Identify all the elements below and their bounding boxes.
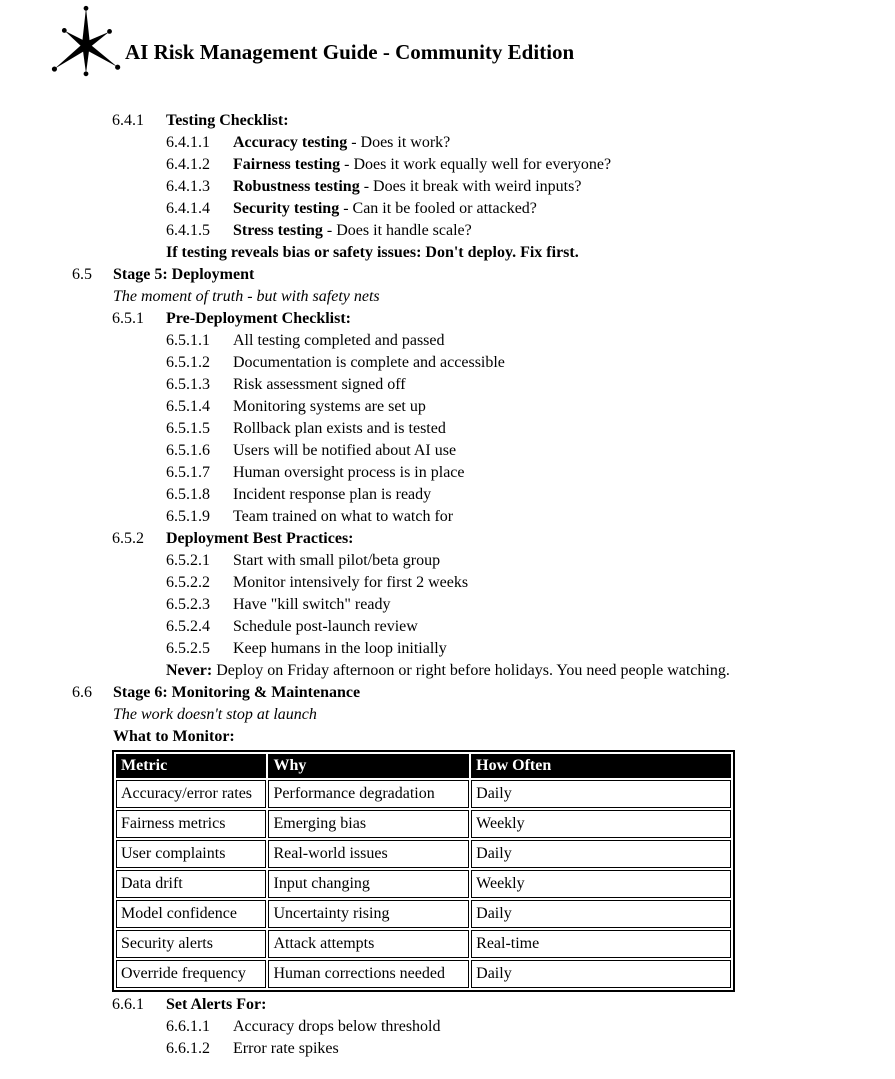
table-row [116, 930, 731, 958]
item-number: 6.4.1.1 [166, 134, 210, 151]
item-text: Deployment Best Practices: [166, 530, 354, 547]
item-text: Monitoring systems are set up [233, 398, 426, 415]
table-header-row [116, 754, 731, 778]
outline-item [0, 154, 895, 176]
outline-item [0, 418, 895, 440]
table-cell: Daily [471, 840, 731, 868]
item-number: 6.4.1.5 [166, 222, 210, 239]
outline-item [0, 440, 895, 462]
table-row [116, 780, 731, 808]
item-number: 6.5.1.7 [166, 464, 210, 481]
table-cell: Daily [471, 780, 731, 808]
item-text: Stress testing - Does it handle scale? [233, 222, 472, 239]
item-number: 6.4.1.2 [166, 156, 210, 173]
item-text: Team trained on what to watch for [233, 508, 454, 525]
item-text: Schedule post-launch review [233, 618, 418, 635]
item-number: 6.5.1.4 [166, 398, 210, 415]
table-cell: Uncertainty rising [268, 900, 469, 928]
item-text: Pre-Deployment Checklist: [166, 310, 351, 327]
item-number: 6.5 [72, 266, 92, 283]
item-text: Accuracy testing - Does it work? [233, 134, 451, 151]
item-text: The moment of truth - but with safety nets [113, 288, 380, 305]
outline-item [0, 616, 895, 638]
item-text: Rollback plan exists and is tested [233, 420, 446, 437]
item-text: All testing completed and passed [233, 332, 445, 349]
item-text: Stage 6: Monitoring & Maintenance [113, 684, 361, 701]
table-cell: Weekly [471, 810, 731, 838]
item-number: 6.4.1 [112, 112, 144, 129]
item-number: 6.5.1.8 [166, 486, 210, 503]
monitoring-table [112, 750, 735, 992]
outline-item [0, 352, 895, 374]
item-number: 6.5.2.2 [166, 574, 210, 591]
item-text: Never: Deploy on Friday afternoon or right before holidays. You need people watching. [166, 662, 730, 679]
item-number: 6.5.1.9 [166, 508, 210, 525]
item-text: Testing Checklist: [166, 112, 289, 129]
column-header: Metric [116, 754, 266, 778]
outline-item [0, 638, 895, 660]
note-line [0, 286, 895, 308]
table-cell: Attack attempts [268, 930, 469, 958]
outline-item [0, 176, 895, 198]
item-text: Users will be notified about AI use [233, 442, 457, 459]
note-line [0, 660, 895, 682]
outline-item [0, 484, 895, 506]
outline-item [0, 264, 895, 286]
outline-item [0, 396, 895, 418]
item-text: Risk assessment signed off [233, 376, 406, 393]
outline-item [0, 220, 895, 242]
outline-item [0, 1038, 895, 1060]
note-line [0, 242, 895, 264]
outline-item [0, 506, 895, 528]
item-number: 6.4.1.4 [166, 200, 210, 217]
item-number: 6.5.1.1 [166, 332, 210, 349]
outline-item [0, 330, 895, 352]
item-text: Have "kill switch" ready [233, 596, 391, 613]
column-header: Why [268, 754, 469, 778]
item-number: 6.6 [72, 684, 92, 701]
table-cell: User complaints [116, 840, 266, 868]
item-text: Error rate spikes [233, 1040, 339, 1057]
item-number: 6.5.1 [112, 310, 144, 327]
item-text: Start with small pilot/beta group [233, 552, 441, 569]
item-number: 6.6.1.1 [166, 1018, 210, 1035]
table-cell: Override frequency [116, 960, 266, 988]
table-cell: Weekly [471, 870, 731, 898]
outline-item [0, 682, 895, 704]
item-text: Accuracy drops below threshold [233, 1018, 441, 1035]
table-cell: Security alerts [116, 930, 266, 958]
outline-item [0, 1016, 895, 1038]
item-text: Human oversight process is in place [233, 464, 465, 481]
table-row [116, 900, 731, 928]
note-line [0, 704, 895, 726]
item-number: 6.5.2.4 [166, 618, 210, 635]
outline-item [0, 132, 895, 154]
item-number: 6.5.1.3 [166, 376, 210, 393]
item-text: Documentation is complete and accessible [233, 354, 505, 371]
document-header [0, 0, 895, 80]
outline-item [0, 110, 895, 132]
table-cell: Performance degradation [268, 780, 469, 808]
outline-item [0, 594, 895, 616]
column-header: How Often [471, 754, 731, 778]
item-number: 6.6.1 [112, 996, 144, 1013]
table-cell: Daily [471, 900, 731, 928]
table-row [116, 810, 731, 838]
table-cell: Model confidence [116, 900, 266, 928]
table-cell: Accuracy/error rates [116, 780, 266, 808]
item-text: Security testing - Can it be fooled or attacked? [233, 200, 537, 217]
table-cell: Real-world issues [268, 840, 469, 868]
item-text: Set Alerts For: [166, 996, 267, 1013]
table-cell: Daily [471, 960, 731, 988]
table-row [116, 870, 731, 898]
outline-item [0, 994, 895, 1016]
item-number: 6.4.1.3 [166, 178, 210, 195]
item-number: 6.5.1.2 [166, 354, 210, 371]
item-number: 6.5.2.1 [166, 552, 210, 569]
item-text: Monitor intensively for first 2 weeks [233, 574, 469, 591]
outline-item [0, 308, 895, 330]
table-cell: Data drift [116, 870, 266, 898]
document-body [0, 80, 895, 1060]
item-number: 6.5.1.6 [166, 442, 210, 459]
item-text: Robustness testing - Does it break with weird inputs? [233, 178, 582, 195]
document-title: AI Risk Management Guide - Community Edition [125, 40, 575, 64]
item-text: What to Monitor: [113, 728, 235, 745]
item-text: Stage 5: Deployment [113, 266, 255, 283]
item-text: Keep humans in the loop initially [233, 640, 447, 657]
item-text: The work doesn't stop at launch [113, 706, 317, 723]
item-number: 6.5.1.5 [166, 420, 210, 437]
outline-item [0, 550, 895, 572]
item-text: Fairness testing - Does it work equally well for everyone? [233, 156, 612, 173]
item-number: 6.5.2.5 [166, 640, 210, 657]
table-row [116, 840, 731, 868]
outline-item [0, 462, 895, 484]
item-number: 6.6.1.2 [166, 1040, 210, 1057]
item-text: Incident response plan is ready [233, 486, 432, 503]
outline-item [0, 198, 895, 220]
table-cell: Human corrections needed [268, 960, 469, 988]
star-burst-logo-icon [50, 4, 122, 80]
table-cell: Fairness metrics [116, 810, 266, 838]
table-cell: Real-time [471, 930, 731, 958]
outline-item [0, 374, 895, 396]
item-number: 6.5.2 [112, 530, 144, 547]
table-cell: Input changing [268, 870, 469, 898]
table-cell: Emerging bias [268, 810, 469, 838]
outline-item [0, 572, 895, 594]
item-number: 6.5.2.3 [166, 596, 210, 613]
outline-item [0, 528, 895, 550]
note-line [0, 726, 895, 748]
table-row [116, 960, 731, 988]
item-text: If testing reveals bias or safety issues: Don't deploy. Fix first. [166, 244, 579, 261]
